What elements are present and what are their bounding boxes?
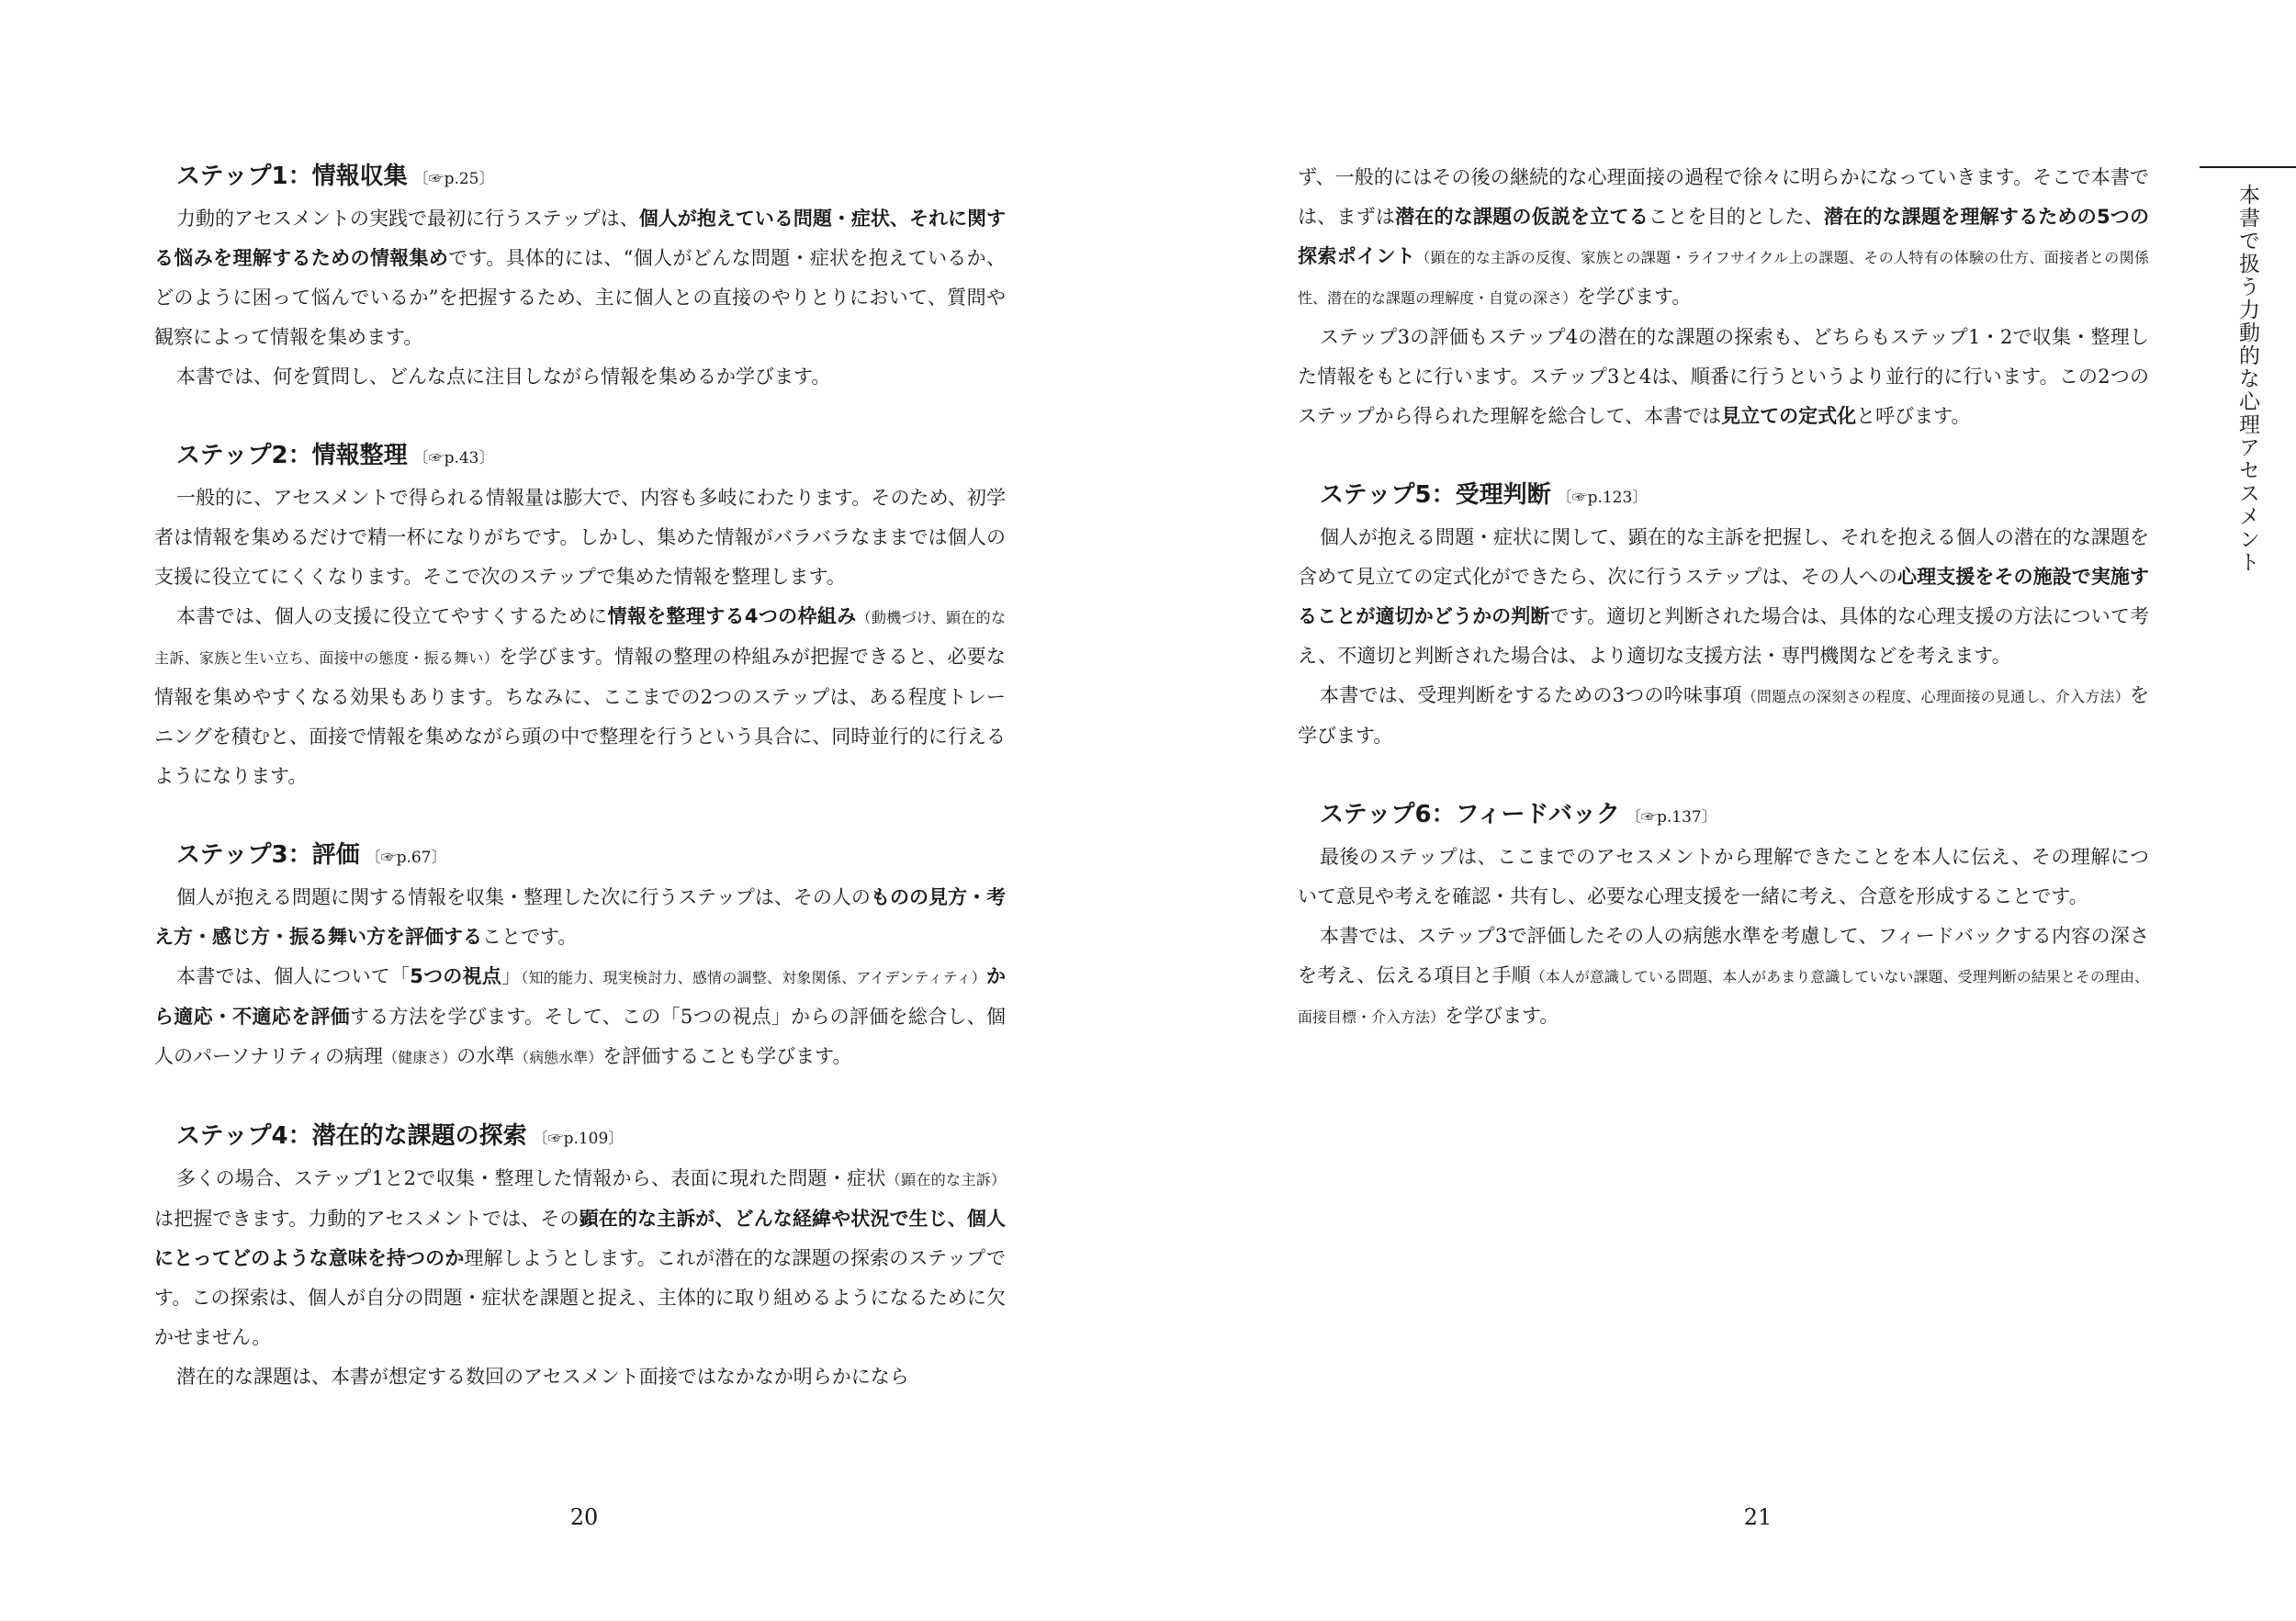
body-paragraph: 個人が抱える問題・症状に関して、顕在的な主訴を把握し、それを抱える個人の潜在的な課題を含めて見立ての定式化ができたら、次に行うステップは、その人への心理支援をその施設で実施することが適切かどうかの判断です。適切と判断された場合は、具体的な心理支援の方法について考え、不適切と判断された場合は、より適切な支援方法・専門機関などを考えます。	[1298, 526, 2150, 667]
step-heading	[154, 1118, 1006, 1157]
body-paragraph: 本書では、個人について「5つの視点」（知的能力、現実検討力、感情の調整、対象関係、アイデンティティ）から適応・不適応を評価する方法を学びます。そして、この「5つの視点」からの評価を総合し、個人のパーソナリティの病理（健康さ）の水準（病態水準）を評価することも学びます。	[154, 965, 1006, 1067]
right-page	[1148, 0, 2296, 1621]
step-heading	[154, 437, 1006, 477]
page-number-right: 21	[1743, 1504, 1773, 1530]
page-reference: 〔☞p.109〕	[532, 1130, 625, 1148]
step-title: ステップ4：潜在的な課題の探索	[176, 1122, 527, 1150]
body-paragraph: 潜在的な課題は、本書が想定する数回のアセスメント面接ではなかなか明らかになら	[176, 1366, 909, 1388]
body-paragraph: 一般的に、アセスメントで得られる情報量は膨大で、内容も多岐にわたります。そのため、初学者は情報を集めるだけで精一杯になりがちです。しかし、集めた情報がバラバラなままでは個人の支援に役立てにくくなります。そこで次のステップで集めた情報を整理します。	[154, 487, 1006, 588]
emphasis-text: 潜在的な課題を理解するための5つの探索ポイント	[1298, 206, 2150, 267]
body-paragraph: ず、一般的にはその後の継続的な心理面接の過程で徐々に明らかになっていきます。そこで本書では、まずは潜在的な課題の仮説を立てることを目的とした、潜在的な課題を理解するための5つの探索ポイント（顕在的な主訴の反復、家族との課題・ライフサイクル上の課題、その人特有の体験の仕方、面接者との関係性、潜在的な課題の理解度・自覚の深さ）を学びます。	[1298, 166, 2150, 308]
body-paragraph: 本書では、受理判断をするための3つの吟味事項（問題点の深刻さの程度、心理面接の見通し、介入方法）を学びます。	[1298, 684, 2149, 747]
step-heading	[1298, 477, 2149, 516]
continued-text	[1298, 158, 2149, 436]
page-reference: 〔☞p.67〕	[365, 849, 447, 867]
step-section	[154, 1118, 1006, 1397]
step-section	[1298, 796, 2149, 1037]
emphasis-text: から適応・不適応を評価	[154, 965, 1006, 1028]
step-heading	[154, 837, 1006, 876]
emphasis-text: 見立ての定式化	[1721, 405, 1857, 427]
step-section	[154, 837, 1006, 1077]
body-paragraph: 最後のステップは、ここまでのアセスメントから理解できたことを本人に伝え、その理解について意見や考えを確認・共有し、必要な心理支援を一緒に考え、合意を形成することです。	[1298, 846, 2149, 907]
step-heading	[154, 158, 1006, 197]
emphasis-text: ものの見方・考え方・感じ方・振る舞い方を評価する	[154, 886, 1007, 948]
step-section	[154, 158, 1006, 397]
emphasis-text: 5つの視点	[410, 965, 501, 987]
emphasis-text: 潜在的な課題の仮説を立てる	[1395, 206, 1649, 228]
step-title: ステップ3：評価	[176, 841, 360, 869]
page-reference: 〔☞p.137〕	[1625, 808, 1717, 827]
left-page-body	[154, 158, 1006, 1437]
emphasis-text: 情報を整理する4つの枠組み	[607, 605, 857, 627]
inline-note: （顕在的な主訴の反復、家族との課題・ライフサイクル上の課題、その人特有の体験の仕方、面接者との関係性、潜在的な課題の理解度・自覚の深さ）	[1298, 249, 2150, 307]
body-paragraph: 本書では、個人の支援に役立てやすくするために情報を整理する4つの枠組み（動機づけ、顕在的な主訴、家族と生い立ち、面接中の態度・振る舞い）を学びます。情報の整理の枠組みが把握できると、必要な情報を集めやすくなる効果もあります。ちなみに、ここまでの2つのステップは、ある程度トレーニングを積むと、面接で情報を集めながら頭の中で整理を行うという具合に、同時並行的に行えるようになります。	[154, 605, 1006, 787]
body-paragraph: ステップ3の評価もステップ4の潜在的な課題の探索も、どちらもステップ1・2で収集・整理した情報をもとに行います。ステップ3と4は、順番に行うというより並行的に行います。この2つのステップから得られた理解を総合して、本書では見立ての定式化と呼びます。	[1298, 326, 2149, 427]
inline-note: （知的能力、現実検討力、感情の調整、対象関係、アイデンティティ）	[521, 969, 986, 986]
body-paragraph: 本書では、ステップ3で評価したその人の病態水準を考慮して、フィードバックする内容の深さを考え、伝える項目と手順（本人が意識している問題、本人があまり意識していない課題、受理判断の結果とその理由、面接目標・介入方法）を学びます。	[1298, 925, 2149, 1027]
page-number-left: 20	[569, 1504, 599, 1530]
inline-note: （動機づけ、顕在的な主訴、家族と生い立ち、面接中の態度・振る舞い）	[154, 609, 1006, 667]
inline-note: （顕在的な主訴）	[885, 1171, 1006, 1188]
inline-note: （本人が意識している問題、本人があまり意識していない課題、受理判断の結果とその理由、面接目標・介入方法）	[1298, 968, 2149, 1026]
step-title: ステップ6：フィードバック	[1320, 801, 1620, 828]
inline-note: （問題点の深刻さの程度、心理面接の見通し、介入方法）	[1741, 688, 2130, 705]
step-section	[154, 437, 1006, 796]
thumb-index-label: 本書で扱う力動的な心理アセスメント	[2235, 184, 2259, 574]
inline-note: （健康さ）	[383, 1049, 457, 1066]
step-heading	[1298, 796, 2149, 836]
emphasis-text: 顕在的な主訴が、どんな経緯や状況で生じ、個人にとってどのような意味を持つのか	[154, 1208, 1007, 1269]
body-paragraph: 本書では、何を質問し、どんな点に注目しながら情報を集めるか学びます。	[176, 366, 831, 388]
step-title: ステップ5：受理判断	[1320, 481, 1551, 509]
step-section	[1298, 477, 2149, 756]
right-page-body	[1298, 158, 2149, 1077]
emphasis-text: 心理支援をその施設で実施することが適切かどうかの判断	[1298, 566, 2150, 627]
body-paragraph: 個人が抱える問題に関する情報を収集・整理した次に行うステップは、その人のものの見方・考え方・感じ方・振る舞い方を評価することです。	[154, 886, 1007, 948]
body-paragraph: 多くの場合、ステップ1と2で収集・整理した情報から、表面に現れた問題・症状（顕在的な主訴）は把握できます。力動的アセスメントでは、その顕在的な主訴が、どんな経緯や状況で生じ、個人にとってどのような意味を持つのか理解しようとします。これが潜在的な課題の探索のステップです。この探索は、個人が自分の問題・症状を課題と捉え、主体的に取り組めるようになるために欠かせません。	[154, 1167, 1007, 1348]
inline-note: （病態水準）	[514, 1049, 603, 1066]
step-title: ステップ1：情報収集	[176, 163, 408, 190]
emphasis-text: 個人が抱えている問題・症状、それに関する悩みを理解するための情報集め	[154, 208, 1007, 269]
page-reference: 〔☞p.43〕	[412, 449, 495, 467]
page-reference: 〔☞p.25〕	[412, 170, 495, 188]
step-title: ステップ2：情報整理	[176, 442, 408, 469]
page-reference: 〔☞p.123〕	[1556, 489, 1649, 507]
body-paragraph: 力動的アセスメントの実践で最初に行うステップは、個人が抱えている問題・症状、それに関する悩みを理解するための情報集めです。具体的には、“個人がどんな問題・症状を抱えているか、どのように困って悩んでいるか”を把握するため、主に個人との直接のやりとりにおいて、質問や観察によって情報を集めます。	[154, 208, 1007, 348]
thumb-index-rule	[2200, 166, 2296, 168]
